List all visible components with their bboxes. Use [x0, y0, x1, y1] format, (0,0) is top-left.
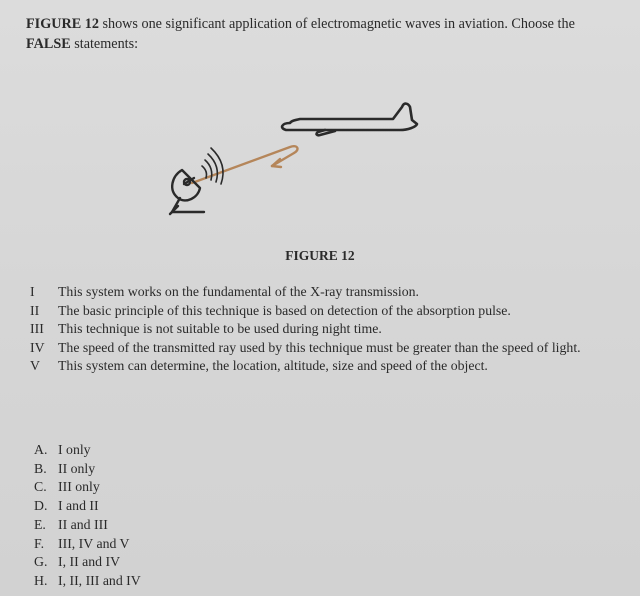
statement-list [30, 283, 620, 376]
option-letter: C. [34, 479, 47, 495]
statement-number: IV [30, 339, 45, 355]
statement-number: I [30, 284, 35, 299]
answer-option[interactable] [34, 535, 141, 554]
option-text: I, II, III and IV [58, 572, 141, 588]
figure-reference: FIGURE 12 [26, 16, 99, 32]
question-text-part1: shows one significant application of electromagnetic waves in aviation. Choose the [98, 16, 575, 32]
option-letter: A. [34, 442, 48, 457]
option-letter: F. [34, 535, 45, 551]
option-letter: D. [34, 498, 48, 514]
option-text: II only [58, 460, 96, 476]
answer-option[interactable] [34, 553, 141, 572]
option-text: II and III [58, 516, 108, 532]
option-text: I, II and IV [58, 554, 121, 570]
option-letter: H. [34, 572, 48, 588]
radar-airplane-figure [150, 80, 450, 240]
statement-text: The basic principle of this technique is based on detection of the absorption pulse. [58, 302, 511, 318]
option-text: I and II [58, 498, 99, 514]
radar-beam-arrow [192, 146, 297, 183]
statement-item [30, 283, 620, 302]
radar-dish-icon [170, 170, 204, 214]
statement-item [30, 339, 620, 358]
statement-item [30, 320, 620, 339]
answer-option[interactable] [34, 572, 141, 591]
statement-text: The speed of the transmitted ray used by this technique must be greater than the speed of light. [58, 339, 581, 355]
option-text: III, IV and V [58, 535, 130, 551]
option-text: I only [58, 442, 91, 457]
statement-text: This system works on the fundamental of the X-ray transmission. [58, 284, 419, 299]
airplane-icon [282, 104, 417, 136]
question-text [26, 14, 622, 54]
answer-option[interactable] [34, 497, 141, 516]
statement-item [30, 302, 620, 321]
answer-option[interactable] [34, 441, 141, 460]
answer-option[interactable] [34, 478, 141, 497]
statement-item [30, 357, 620, 376]
false-emphasis: FALSE [26, 36, 71, 52]
statement-number: V [30, 358, 40, 374]
statement-number: III [30, 321, 44, 337]
option-letter: E. [34, 516, 46, 532]
option-text: III only [58, 479, 100, 495]
statement-text: This system can determine, the location, altitude, size and speed of the object. [58, 358, 488, 374]
question-text-part2: statements: [70, 36, 139, 52]
statement-text: This technique is not suitable to be used during night time. [58, 321, 382, 337]
answer-option[interactable] [34, 460, 141, 479]
option-letter: B. [34, 460, 47, 476]
figure-caption: FIGURE 12 [285, 248, 355, 263]
answer-options [34, 441, 141, 591]
answer-option[interactable] [34, 516, 141, 535]
statement-number: II [30, 302, 40, 318]
option-letter: G. [34, 554, 48, 570]
